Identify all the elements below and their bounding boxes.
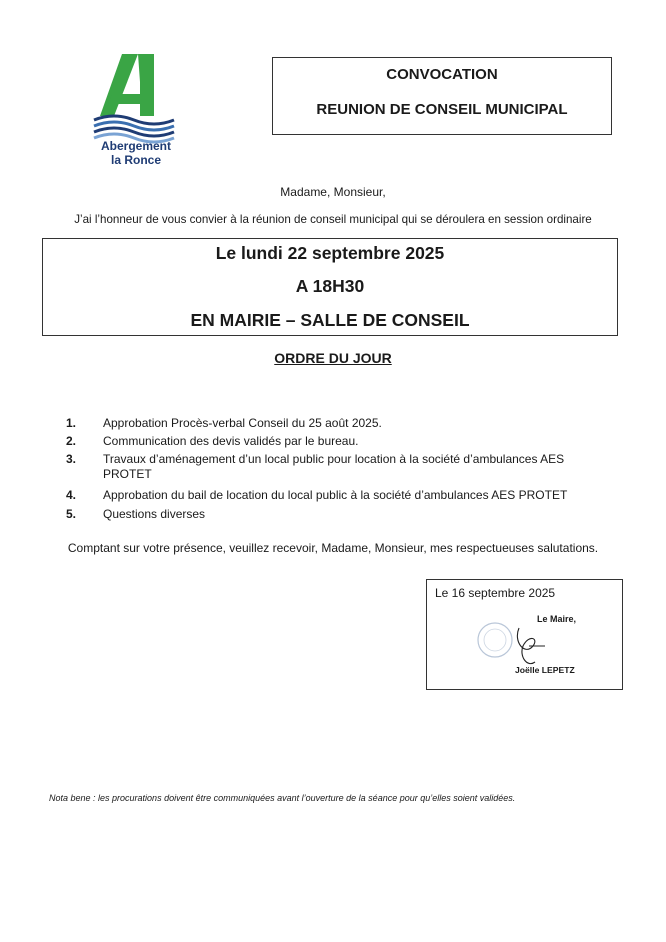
signature-date: Le 16 septembre 2025 [435, 586, 556, 600]
agenda-item-text: Approbation Procès-verbal Conseil du 25 août 2025. [103, 416, 382, 430]
agenda-item-text: Travaux d’aménagement d’un local public pour location à la société d’ambulances AES PROTET [103, 452, 565, 481]
signature-role: Le Maire, [537, 614, 577, 624]
logo-text-line2: la Ronce [110, 153, 161, 167]
nota-bene: Nota bene : les procurations doivent être communiquées avant l’ouverture de la séance pour qu’elles soient validées. [49, 793, 516, 803]
meeting-date: Le lundi 22 septembre 2025 [215, 243, 445, 263]
agenda-item-text: Communication des devis validés par le bureau. [103, 434, 359, 448]
agenda-item-text: Questions diverses [103, 507, 206, 521]
salutation: Madame, Monsieur, [280, 185, 386, 199]
meeting-place: EN MAIRIE – SALLE DE CONSEIL [190, 310, 470, 330]
intro-paragraph: J’ai l’honneur de vous convier à la réunion de conseil municipal qui se déroulera en session ordinaire [74, 213, 592, 226]
signature-box [426, 579, 623, 690]
agenda-title: ORDRE DU JOUR [274, 350, 392, 366]
agenda-item-number: 2. [66, 434, 77, 448]
agenda-item-number: 4. [66, 488, 77, 502]
meeting-details-box [42, 238, 618, 336]
title-box [272, 57, 612, 135]
signature-stamp-icon [473, 616, 563, 672]
logo-emblem-icon [92, 54, 178, 146]
signature-name: Joëlle LEPETZ [515, 665, 575, 675]
municipal-logo [86, 54, 186, 172]
agenda-item-text: Approbation du bail de location du local public à la société d’ambulances AES PROTET [103, 488, 568, 502]
agenda-item-number: 1. [66, 416, 77, 430]
meeting-time: A 18H30 [295, 276, 365, 296]
document-title: CONVOCATION [386, 66, 498, 83]
closing-paragraph: Comptant sur votre présence, veuillez recevoir, Madame, Monsieur, mes respectueuses salutations. [67, 541, 599, 555]
agenda-item-number: 5. [66, 507, 77, 521]
agenda-item-number: 3. [66, 452, 77, 466]
document-subtitle: REUNION DE CONSEIL MUNICIPAL [316, 101, 568, 118]
logo-text-line1: Abergement [100, 139, 171, 153]
